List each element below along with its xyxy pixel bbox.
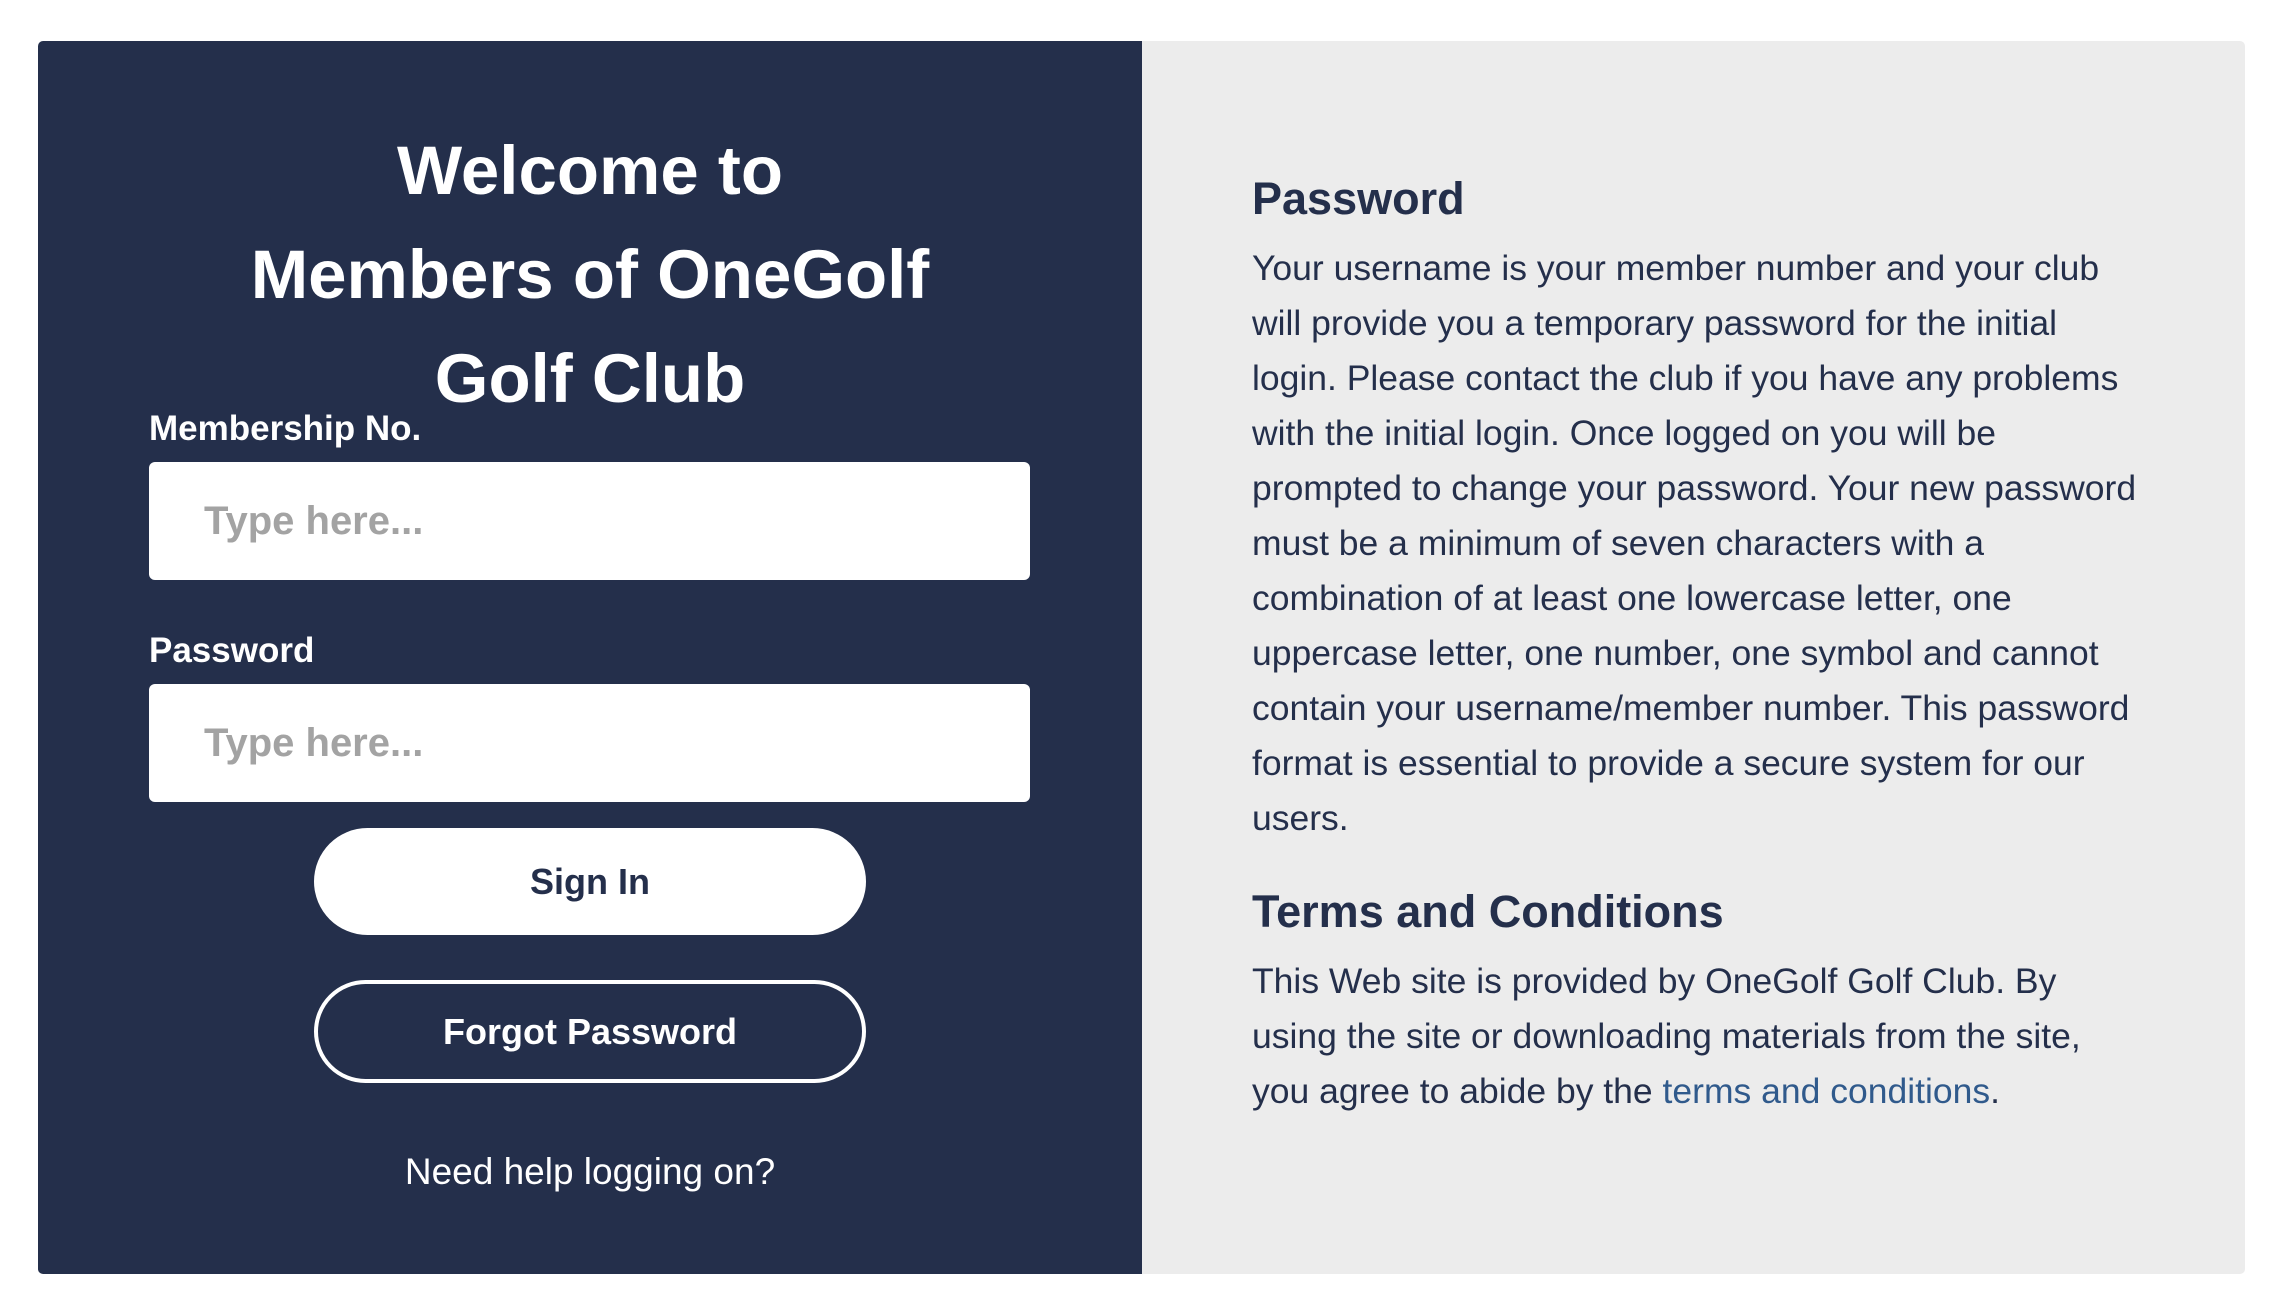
info-panel (1142, 41, 2245, 1274)
forgot-password-button[interactable]: Forgot Password (314, 980, 866, 1083)
terms-link[interactable]: terms and conditions (1662, 1071, 1991, 1111)
login-panel (38, 41, 1142, 1274)
membership-label: Membership No. (149, 409, 422, 448)
sign-in-button[interactable]: Sign In (314, 828, 866, 935)
password-label: Password (149, 631, 315, 670)
terms-text-after: . (1990, 1071, 2000, 1111)
password-info-text: Your username is your member number and your club will provide you a temporary password for the initial login. Please contact the club if you have any problems with the initial login. Once logged on you will be prompted to change your password. Your new password must be a minimum of seven characters with a combination of at least one lowercase letter, one uppercase letter, one number, one symbol and cannot contain your username/member number. This password format is essential to provide a secure system for our users. (1252, 248, 2137, 838)
password-heading: Password (1252, 173, 1465, 224)
terms-heading: Terms and Conditions (1252, 886, 1724, 937)
help-link[interactable]: Need help logging on? (404, 1151, 776, 1192)
password-input[interactable] (149, 684, 1030, 802)
page-title: Welcome to Members of OneGolf Golf Club (250, 132, 930, 417)
login-card (38, 41, 2245, 1274)
membership-input[interactable] (149, 462, 1030, 580)
terms-info-text (1252, 954, 2145, 1119)
terms-text-before: This Web site is provided by OneGolf Golf Club. By using the site or downloading materials from the site, you agree to abide by the (1252, 961, 2081, 1111)
